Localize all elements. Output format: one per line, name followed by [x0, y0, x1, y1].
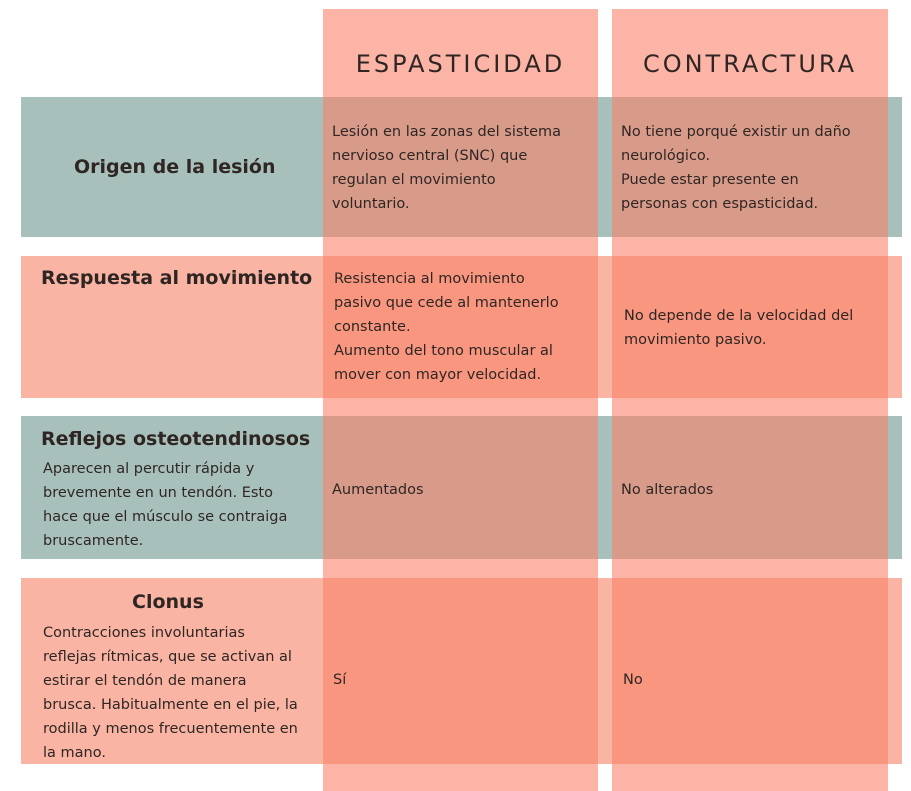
row-description-reflejos: Aparecen al percutir rápida y brevemente en un tendón. Esto hace que el músculo se contraiga bruscamente. — [43, 461, 288, 549]
cell-respuesta-contractura: No depende de la velocidad del movimiento pasivo. — [624, 308, 854, 348]
row-label-reflejos: Reflejos osteotendinosos — [41, 428, 311, 450]
cell-reflejos-espasticidad: Aumentados — [332, 482, 424, 498]
row-label-respuesta: Respuesta al movimiento — [41, 267, 313, 289]
row-label-origen: Origen de la lesión — [74, 156, 276, 178]
cell-origen-contractura: No tiene porqué existir un daño neurológico. Puede estar presente en personas con espasticidad. — [621, 124, 851, 212]
header-contractura: CONTRACTURA — [642, 50, 858, 78]
header-espasticidad: ESPASTICIDAD — [355, 50, 566, 78]
cell-clonus-espasticidad: Sí — [333, 672, 347, 688]
cell-reflejos-contractura: No alterados — [621, 482, 714, 498]
row-label-clonus: Clonus — [132, 591, 204, 613]
cell-clonus-contractura: No — [623, 672, 643, 688]
row-description-clonus: Contracciones involuntarias reflejas rítmicas, que se activan al estirar el tendón de manera brusca. Habitualmente en el pie, la rodilla y menos frecuentemente en la mano. — [43, 625, 298, 761]
cell-origen-espasticidad: Lesión en las zonas del sistema nervioso central (SNC) que regulan el movimiento voluntario. — [332, 124, 562, 212]
cell-respuesta-espasticidad: Resistencia al movimiento pasivo que cede al mantenerlo constante. Aumento del tono muscular al mover con mayor velocidad. — [334, 271, 559, 383]
